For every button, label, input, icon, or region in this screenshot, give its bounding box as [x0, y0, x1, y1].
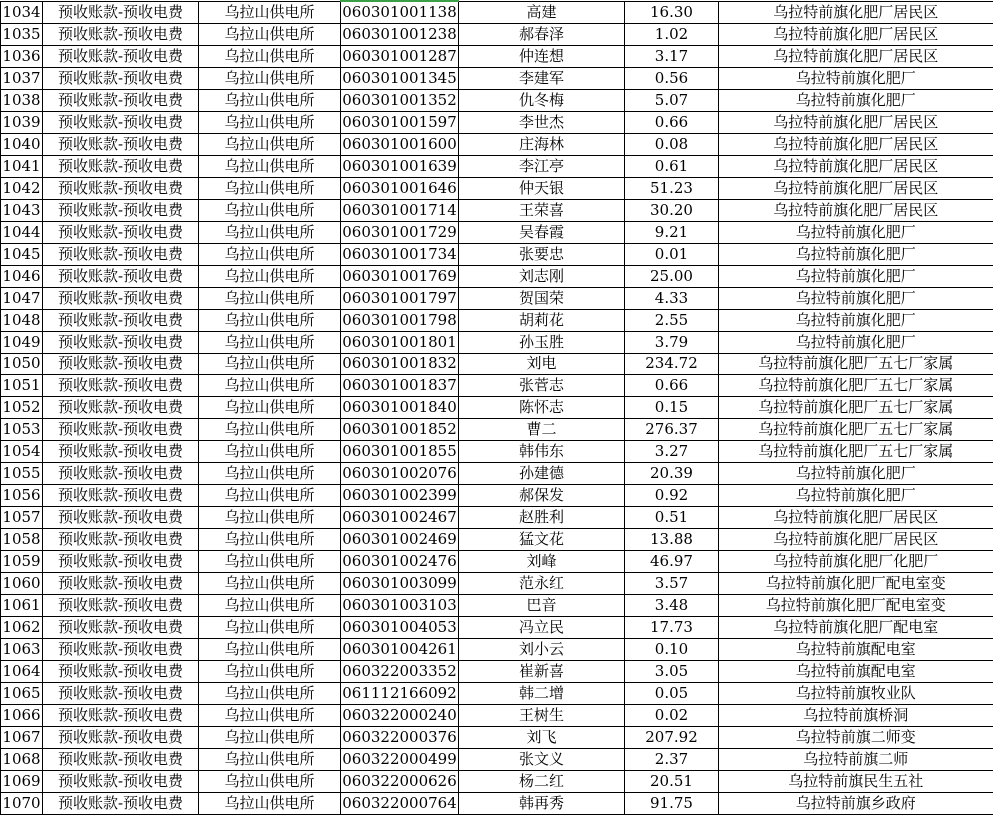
account-number-cell[interactable]: 060301002399: [341, 485, 459, 507]
customer-name-cell[interactable]: 高建: [459, 1, 625, 23]
row-number-cell[interactable]: 1035: [1, 23, 43, 45]
account-category-cell[interactable]: 预收账款-预收电费: [43, 309, 199, 331]
power-station-cell[interactable]: 乌拉山供电所: [199, 111, 341, 133]
power-station-cell[interactable]: 乌拉山供电所: [199, 485, 341, 507]
area-cell[interactable]: 乌拉特前旗民生五社: [719, 770, 993, 792]
power-station-cell[interactable]: 乌拉山供电所: [199, 617, 341, 639]
account-number-cell[interactable]: 060301001238: [341, 23, 459, 45]
customer-name-cell[interactable]: 王荣喜: [459, 199, 625, 221]
power-station-cell[interactable]: 乌拉山供电所: [199, 353, 341, 375]
amount-cell[interactable]: 0.01: [625, 243, 719, 265]
power-station-cell[interactable]: 乌拉山供电所: [199, 89, 341, 111]
area-cell[interactable]: 乌拉特前旗化肥厂居民区: [719, 1, 993, 23]
area-cell[interactable]: 乌拉特前旗化肥厂五七厂家属: [719, 353, 993, 375]
row-number-cell[interactable]: 1053: [1, 419, 43, 441]
customer-name-cell[interactable]: 刘小云: [459, 639, 625, 661]
power-station-cell[interactable]: 乌拉山供电所: [199, 67, 341, 89]
account-number-cell[interactable]: 060301003099: [341, 573, 459, 595]
account-number-cell[interactable]: 060301001287: [341, 45, 459, 67]
amount-cell[interactable]: 20.51: [625, 770, 719, 792]
power-station-cell[interactable]: 乌拉山供电所: [199, 551, 341, 573]
account-number-cell[interactable]: 060322003352: [341, 661, 459, 683]
table-row: [1, 507, 993, 529]
customer-name-cell[interactable]: 王树生: [459, 705, 625, 727]
power-station-cell[interactable]: 乌拉山供电所: [199, 1, 341, 23]
table-row: [1, 67, 993, 89]
amount-cell[interactable]: 207.92: [625, 726, 719, 748]
area-cell[interactable]: 乌拉特前旗化肥厂五七厂家属: [719, 419, 993, 441]
account-category-cell[interactable]: 预收账款-预收电费: [43, 375, 199, 397]
area-cell[interactable]: 乌拉特前旗化肥厂居民区: [719, 507, 993, 529]
customer-name-cell[interactable]: 李江亭: [459, 155, 625, 177]
row-number-cell[interactable]: 1052: [1, 397, 43, 419]
area-cell[interactable]: 乌拉特前旗化肥厂五七厂家属: [719, 375, 993, 397]
customer-name-cell[interactable]: 仲天银: [459, 177, 625, 199]
account-number-cell[interactable]: 060301004053: [341, 617, 459, 639]
amount-cell[interactable]: 3.57: [625, 573, 719, 595]
account-number-cell[interactable]: 060301001729: [341, 221, 459, 243]
account-category-cell[interactable]: 预收账款-预收电费: [43, 573, 199, 595]
table-row: [1, 529, 993, 551]
amount-cell[interactable]: 0.51: [625, 507, 719, 529]
account-number-cell[interactable]: 060301003103: [341, 595, 459, 617]
amount-cell[interactable]: 3.05: [625, 661, 719, 683]
amount-cell[interactable]: 30.20: [625, 199, 719, 221]
account-category-cell[interactable]: 预收账款-预收电费: [43, 133, 199, 155]
row-number-cell[interactable]: 1061: [1, 595, 43, 617]
account-number-cell[interactable]: 060301001600: [341, 133, 459, 155]
account-category-cell[interactable]: 预收账款-预收电费: [43, 67, 199, 89]
account-category-cell[interactable]: 预收账款-预收电费: [43, 89, 199, 111]
account-number-cell[interactable]: 060301001855: [341, 441, 459, 463]
power-station-cell[interactable]: 乌拉山供电所: [199, 23, 341, 45]
area-cell[interactable]: 乌拉特前旗化肥厂居民区: [719, 111, 993, 133]
account-category-cell[interactable]: 预收账款-预收电费: [43, 441, 199, 463]
row-number-cell[interactable]: 1037: [1, 67, 43, 89]
amount-cell[interactable]: 0.10: [625, 639, 719, 661]
row-number-cell[interactable]: 1058: [1, 529, 43, 551]
table-body: [1, 1, 993, 814]
customer-name-cell[interactable]: 刘峰: [459, 551, 625, 573]
amount-cell[interactable]: 0.56: [625, 67, 719, 89]
account-number-cell[interactable]: 060301001797: [341, 287, 459, 309]
table-row: [1, 177, 993, 199]
power-station-cell[interactable]: 乌拉山供电所: [199, 726, 341, 748]
power-station-cell[interactable]: 乌拉山供电所: [199, 309, 341, 331]
account-number-cell[interactable]: 060301001345: [341, 67, 459, 89]
account-number-cell[interactable]: 060301004261: [341, 639, 459, 661]
power-station-cell[interactable]: 乌拉山供电所: [199, 529, 341, 551]
customer-name-cell[interactable]: 猛文花: [459, 529, 625, 551]
power-station-cell[interactable]: 乌拉山供电所: [199, 770, 341, 792]
table-row: [1, 705, 993, 727]
account-category-cell[interactable]: 预收账款-预收电费: [43, 661, 199, 683]
account-number-cell[interactable]: 060322000499: [341, 748, 459, 770]
customer-name-cell[interactable]: 巴音: [459, 595, 625, 617]
account-category-cell[interactable]: 预收账款-预收电费: [43, 748, 199, 770]
customer-name-cell[interactable]: 范永红: [459, 573, 625, 595]
customer-name-cell[interactable]: 仲连想: [459, 45, 625, 67]
table-row: [1, 639, 993, 661]
account-number-cell[interactable]: 060301001798: [341, 309, 459, 331]
area-cell[interactable]: 乌拉特前旗化肥厂五七厂家属: [719, 397, 993, 419]
row-number-cell[interactable]: 1046: [1, 265, 43, 287]
account-number-cell[interactable]: 060322000626: [341, 770, 459, 792]
area-cell[interactable]: 乌拉特前旗牧业队: [719, 683, 993, 705]
row-number-cell[interactable]: 1045: [1, 243, 43, 265]
table-row: [1, 485, 993, 507]
area-cell[interactable]: 乌拉特前旗化肥厂居民区: [719, 45, 993, 67]
account-category-cell[interactable]: 预收账款-预收电费: [43, 177, 199, 199]
account-number-cell[interactable]: 060322000764: [341, 792, 459, 814]
customer-name-cell[interactable]: 崔新喜: [459, 661, 625, 683]
power-station-cell[interactable]: 乌拉山供电所: [199, 133, 341, 155]
account-category-cell[interactable]: 预收账款-预收电费: [43, 199, 199, 221]
customer-name-cell[interactable]: 郝保发: [459, 485, 625, 507]
row-number-cell[interactable]: 1066: [1, 705, 43, 727]
power-station-cell[interactable]: 乌拉山供电所: [199, 265, 341, 287]
account-category-cell[interactable]: 预收账款-预收电费: [43, 221, 199, 243]
power-station-cell[interactable]: 乌拉山供电所: [199, 199, 341, 221]
area-cell[interactable]: 乌拉特前旗乡政府: [719, 792, 993, 814]
power-station-cell[interactable]: 乌拉山供电所: [199, 683, 341, 705]
row-number-cell[interactable]: 1041: [1, 155, 43, 177]
account-category-cell[interactable]: 预收账款-预收电费: [43, 683, 199, 705]
amount-cell[interactable]: 25.00: [625, 265, 719, 287]
account-category-cell[interactable]: 预收账款-预收电费: [43, 331, 199, 353]
customer-name-cell[interactable]: 冯立民: [459, 617, 625, 639]
row-number-cell[interactable]: 1039: [1, 111, 43, 133]
customer-name-cell[interactable]: 韩伟东: [459, 441, 625, 463]
account-category-cell[interactable]: 预收账款-预收电费: [43, 639, 199, 661]
row-number-cell[interactable]: 1063: [1, 639, 43, 661]
table-row: [1, 661, 993, 683]
area-cell[interactable]: 乌拉特前旗化肥厂居民区: [719, 177, 993, 199]
amount-cell[interactable]: 0.15: [625, 397, 719, 419]
customer-name-cell[interactable]: 孙玉胜: [459, 331, 625, 353]
table-row: [1, 573, 993, 595]
account-category-cell[interactable]: 预收账款-预收电费: [43, 23, 199, 45]
amount-cell[interactable]: 9.21: [625, 221, 719, 243]
area-cell[interactable]: 乌拉特前旗化肥厂: [719, 243, 993, 265]
account-category-cell[interactable]: 预收账款-预收电费: [43, 726, 199, 748]
amount-cell[interactable]: 5.07: [625, 89, 719, 111]
power-station-cell[interactable]: 乌拉山供电所: [199, 375, 341, 397]
table-row: [1, 1, 993, 23]
table-row: [1, 617, 993, 639]
power-station-cell[interactable]: 乌拉山供电所: [199, 573, 341, 595]
area-cell[interactable]: 乌拉特前旗桥洞: [719, 705, 993, 727]
account-category-cell[interactable]: 预收账款-预收电费: [43, 770, 199, 792]
table-row: [1, 375, 993, 397]
customer-name-cell[interactable]: 张文义: [459, 748, 625, 770]
table-row: [1, 243, 993, 265]
power-station-cell[interactable]: 乌拉山供电所: [199, 177, 341, 199]
table-row: [1, 199, 993, 221]
customer-name-cell[interactable]: 刘电: [459, 353, 625, 375]
row-number-cell[interactable]: 1040: [1, 133, 43, 155]
power-station-cell[interactable]: 乌拉山供电所: [199, 639, 341, 661]
row-number-cell[interactable]: 1051: [1, 375, 43, 397]
amount-cell[interactable]: 13.88: [625, 529, 719, 551]
amount-cell[interactable]: 3.79: [625, 331, 719, 353]
account-number-cell[interactable]: 060301001769: [341, 265, 459, 287]
amount-cell[interactable]: 0.66: [625, 375, 719, 397]
customer-name-cell[interactable]: 李建军: [459, 67, 625, 89]
row-number-cell[interactable]: 1047: [1, 287, 43, 309]
account-number-cell[interactable]: 060301001714: [341, 199, 459, 221]
area-cell[interactable]: 乌拉特前旗化肥厂配电室: [719, 617, 993, 639]
row-number-cell[interactable]: 1054: [1, 441, 43, 463]
table-row: [1, 419, 993, 441]
area-cell[interactable]: 乌拉特前旗化肥厂: [719, 485, 993, 507]
account-category-cell[interactable]: 预收账款-预收电费: [43, 353, 199, 375]
account-number-cell[interactable]: 060301002467: [341, 507, 459, 529]
table-row: [1, 683, 993, 705]
amount-cell[interactable]: 0.66: [625, 111, 719, 133]
customer-name-cell[interactable]: 郝春泽: [459, 23, 625, 45]
area-cell[interactable]: 乌拉特前旗化肥厂: [719, 463, 993, 485]
account-category-cell[interactable]: 预收账款-预收电费: [43, 287, 199, 309]
account-number-cell[interactable]: 060301001639: [341, 155, 459, 177]
power-station-cell[interactable]: 乌拉山供电所: [199, 419, 341, 441]
account-category-cell[interactable]: 预收账款-预收电费: [43, 485, 199, 507]
amount-cell[interactable]: 20.39: [625, 463, 719, 485]
row-number-cell[interactable]: 1060: [1, 573, 43, 595]
customer-name-cell[interactable]: 刘飞: [459, 726, 625, 748]
row-number-cell[interactable]: 1065: [1, 683, 43, 705]
customer-name-cell[interactable]: 赵胜利: [459, 507, 625, 529]
row-number-cell[interactable]: 1049: [1, 331, 43, 353]
row-number-cell[interactable]: 1042: [1, 177, 43, 199]
amount-cell[interactable]: 3.48: [625, 595, 719, 617]
row-number-cell[interactable]: 1067: [1, 726, 43, 748]
account-category-cell[interactable]: 预收账款-预收电费: [43, 45, 199, 67]
amount-cell[interactable]: 46.97: [625, 551, 719, 573]
amount-cell[interactable]: 0.08: [625, 133, 719, 155]
area-cell[interactable]: 乌拉特前旗化肥厂: [719, 309, 993, 331]
account-category-cell[interactable]: 预收账款-预收电费: [43, 419, 199, 441]
account-number-cell[interactable]: 061112166092: [341, 683, 459, 705]
row-number-cell[interactable]: 1068: [1, 748, 43, 770]
amount-cell[interactable]: 17.73: [625, 617, 719, 639]
area-cell[interactable]: 乌拉特前旗配电室: [719, 639, 993, 661]
amount-cell[interactable]: 0.05: [625, 683, 719, 705]
customer-name-cell[interactable]: 吴春霞: [459, 221, 625, 243]
table-row: [1, 265, 993, 287]
table-row: [1, 748, 993, 770]
account-number-cell[interactable]: 060301001597: [341, 111, 459, 133]
power-station-cell[interactable]: 乌拉山供电所: [199, 243, 341, 265]
area-cell[interactable]: 乌拉特前旗二师变: [719, 726, 993, 748]
row-number-cell[interactable]: 1050: [1, 353, 43, 375]
amount-cell[interactable]: 2.55: [625, 309, 719, 331]
power-station-cell[interactable]: 乌拉山供电所: [199, 397, 341, 419]
amount-cell[interactable]: 4.33: [625, 287, 719, 309]
area-cell[interactable]: 乌拉特前旗化肥厂: [719, 67, 993, 89]
row-number-cell[interactable]: 1062: [1, 617, 43, 639]
table-row: [1, 23, 993, 45]
table-row: [1, 770, 993, 792]
account-number-cell[interactable]: 060301001352: [341, 89, 459, 111]
power-station-cell[interactable]: 乌拉山供电所: [199, 748, 341, 770]
table-row: [1, 221, 993, 243]
account-category-cell[interactable]: 预收账款-预收电费: [43, 243, 199, 265]
row-number-cell[interactable]: 1064: [1, 661, 43, 683]
amount-cell[interactable]: 234.72: [625, 353, 719, 375]
row-number-cell[interactable]: 1043: [1, 199, 43, 221]
customer-name-cell[interactable]: 仇冬梅: [459, 89, 625, 111]
power-station-cell[interactable]: 乌拉山供电所: [199, 661, 341, 683]
customer-name-cell[interactable]: 陈怀志: [459, 397, 625, 419]
customer-name-cell[interactable]: 贺国荣: [459, 287, 625, 309]
power-station-cell[interactable]: 乌拉山供电所: [199, 331, 341, 353]
area-cell[interactable]: 乌拉特前旗化肥厂化肥厂: [719, 551, 993, 573]
table-row: [1, 89, 993, 111]
table-row: [1, 353, 993, 375]
area-cell[interactable]: 乌拉特前旗配电室: [719, 661, 993, 683]
customer-name-cell[interactable]: 李世杰: [459, 111, 625, 133]
amount-cell[interactable]: 3.27: [625, 441, 719, 463]
power-station-cell[interactable]: 乌拉山供电所: [199, 45, 341, 67]
amount-cell[interactable]: 1.02: [625, 23, 719, 45]
area-cell[interactable]: 乌拉特前旗化肥厂五七厂家属: [719, 441, 993, 463]
row-number-cell[interactable]: 1069: [1, 770, 43, 792]
customer-name-cell[interactable]: 曹二: [459, 419, 625, 441]
account-number-cell[interactable]: 060301001646: [341, 177, 459, 199]
amount-cell[interactable]: 51.23: [625, 177, 719, 199]
amount-cell[interactable]: 16.30: [625, 1, 719, 23]
amount-cell[interactable]: 2.37: [625, 748, 719, 770]
table-row: [1, 287, 993, 309]
customer-name-cell[interactable]: 张菅志: [459, 375, 625, 397]
area-cell[interactable]: 乌拉特前旗化肥厂: [719, 287, 993, 309]
power-station-cell[interactable]: 乌拉山供电所: [199, 155, 341, 177]
table-row: [1, 463, 993, 485]
table-row: [1, 397, 993, 419]
power-station-cell[interactable]: 乌拉山供电所: [199, 221, 341, 243]
account-category-cell[interactable]: 预收账款-预收电费: [43, 1, 199, 23]
power-station-cell[interactable]: 乌拉山供电所: [199, 287, 341, 309]
account-number-cell[interactable]: 060301001734: [341, 243, 459, 265]
row-number-cell[interactable]: 1056: [1, 485, 43, 507]
account-category-cell[interactable]: 预收账款-预收电费: [43, 792, 199, 814]
table-row: [1, 111, 993, 133]
customer-name-cell[interactable]: 庄海林: [459, 133, 625, 155]
row-number-cell[interactable]: 1036: [1, 45, 43, 67]
table-row: [1, 155, 993, 177]
amount-cell[interactable]: 3.17: [625, 45, 719, 67]
power-station-cell[interactable]: 乌拉山供电所: [199, 463, 341, 485]
area-cell[interactable]: 乌拉特前旗化肥厂: [719, 89, 993, 111]
area-cell[interactable]: 乌拉特前旗化肥厂居民区: [719, 199, 993, 221]
row-number-cell[interactable]: 1059: [1, 551, 43, 573]
account-category-cell[interactable]: 预收账款-预收电费: [43, 551, 199, 573]
account-number-cell[interactable]: 060301001832: [341, 353, 459, 375]
power-station-cell[interactable]: 乌拉山供电所: [199, 705, 341, 727]
account-category-cell[interactable]: 预收账款-预收电费: [43, 397, 199, 419]
area-cell[interactable]: 乌拉特前旗化肥厂居民区: [719, 529, 993, 551]
area-cell[interactable]: 乌拉特前旗化肥厂: [719, 221, 993, 243]
customer-name-cell[interactable]: 刘志刚: [459, 265, 625, 287]
row-number-cell[interactable]: 1038: [1, 89, 43, 111]
account-category-cell[interactable]: 预收账款-预收电费: [43, 463, 199, 485]
table-row: [1, 309, 993, 331]
row-number-cell[interactable]: 1048: [1, 309, 43, 331]
power-station-cell[interactable]: 乌拉山供电所: [199, 595, 341, 617]
amount-cell[interactable]: 276.37: [625, 419, 719, 441]
table-row: [1, 595, 993, 617]
area-cell[interactable]: 乌拉特前旗化肥厂配电室变: [719, 573, 993, 595]
account-category-cell[interactable]: 预收账款-预收电费: [43, 595, 199, 617]
area-cell[interactable]: 乌拉特前旗化肥厂: [719, 331, 993, 353]
area-cell[interactable]: 乌拉特前旗化肥厂居民区: [719, 23, 993, 45]
row-number-cell[interactable]: 1044: [1, 221, 43, 243]
customer-name-cell[interactable]: 孙建德: [459, 463, 625, 485]
account-number-cell[interactable]: 060301001837: [341, 375, 459, 397]
area-cell[interactable]: 乌拉特前旗化肥厂居民区: [719, 133, 993, 155]
amount-cell[interactable]: 0.02: [625, 705, 719, 727]
power-station-cell[interactable]: 乌拉山供电所: [199, 441, 341, 463]
amount-cell[interactable]: 91.75: [625, 792, 719, 814]
account-number-cell[interactable]: 060322000240: [341, 705, 459, 727]
power-station-cell[interactable]: 乌拉山供电所: [199, 507, 341, 529]
account-number-cell[interactable]: 060301002076: [341, 463, 459, 485]
customer-name-cell[interactable]: 胡莉花: [459, 309, 625, 331]
account-number-cell[interactable]: 060301001138: [341, 1, 459, 23]
amount-cell[interactable]: 0.92: [625, 485, 719, 507]
area-cell[interactable]: 乌拉特前旗化肥厂: [719, 265, 993, 287]
row-number-cell[interactable]: 1070: [1, 792, 43, 814]
account-number-cell[interactable]: 060301001840: [341, 397, 459, 419]
amount-cell[interactable]: 0.61: [625, 155, 719, 177]
table-row: [1, 133, 993, 155]
account-category-cell[interactable]: 预收账款-预收电费: [43, 705, 199, 727]
power-station-cell[interactable]: 乌拉山供电所: [199, 792, 341, 814]
row-number-cell[interactable]: 1034: [1, 1, 43, 23]
customer-name-cell[interactable]: 韩再秀: [459, 792, 625, 814]
account-number-cell[interactable]: 060322000376: [341, 726, 459, 748]
account-category-cell[interactable]: 预收账款-预收电费: [43, 111, 199, 133]
area-cell[interactable]: 乌拉特前旗化肥厂居民区: [719, 155, 993, 177]
row-number-cell[interactable]: 1057: [1, 507, 43, 529]
table-row: [1, 441, 993, 463]
account-number-cell[interactable]: 060301002476: [341, 551, 459, 573]
table-row: [1, 792, 993, 814]
account-number-cell[interactable]: 060301002469: [341, 529, 459, 551]
table-row: [1, 726, 993, 748]
area-cell[interactable]: 乌拉特前旗化肥厂配电室变: [719, 595, 993, 617]
table-row: [1, 45, 993, 67]
account-category-cell[interactable]: 预收账款-预收电费: [43, 265, 199, 287]
table-row: [1, 331, 993, 353]
account-number-cell[interactable]: 060301001801: [341, 331, 459, 353]
customer-name-cell[interactable]: 韩二增: [459, 683, 625, 705]
account-category-cell[interactable]: 预收账款-预收电费: [43, 529, 199, 551]
account-category-cell[interactable]: 预收账款-预收电费: [43, 507, 199, 529]
account-category-cell[interactable]: 预收账款-预收电费: [43, 617, 199, 639]
row-number-cell[interactable]: 1055: [1, 463, 43, 485]
account-category-cell[interactable]: 预收账款-预收电费: [43, 155, 199, 177]
table-row: [1, 551, 993, 573]
area-cell[interactable]: 乌拉特前旗二师: [719, 748, 993, 770]
customer-name-cell[interactable]: 杨二红: [459, 770, 625, 792]
customer-name-cell[interactable]: 张要忠: [459, 243, 625, 265]
account-number-cell[interactable]: 060301001852: [341, 419, 459, 441]
